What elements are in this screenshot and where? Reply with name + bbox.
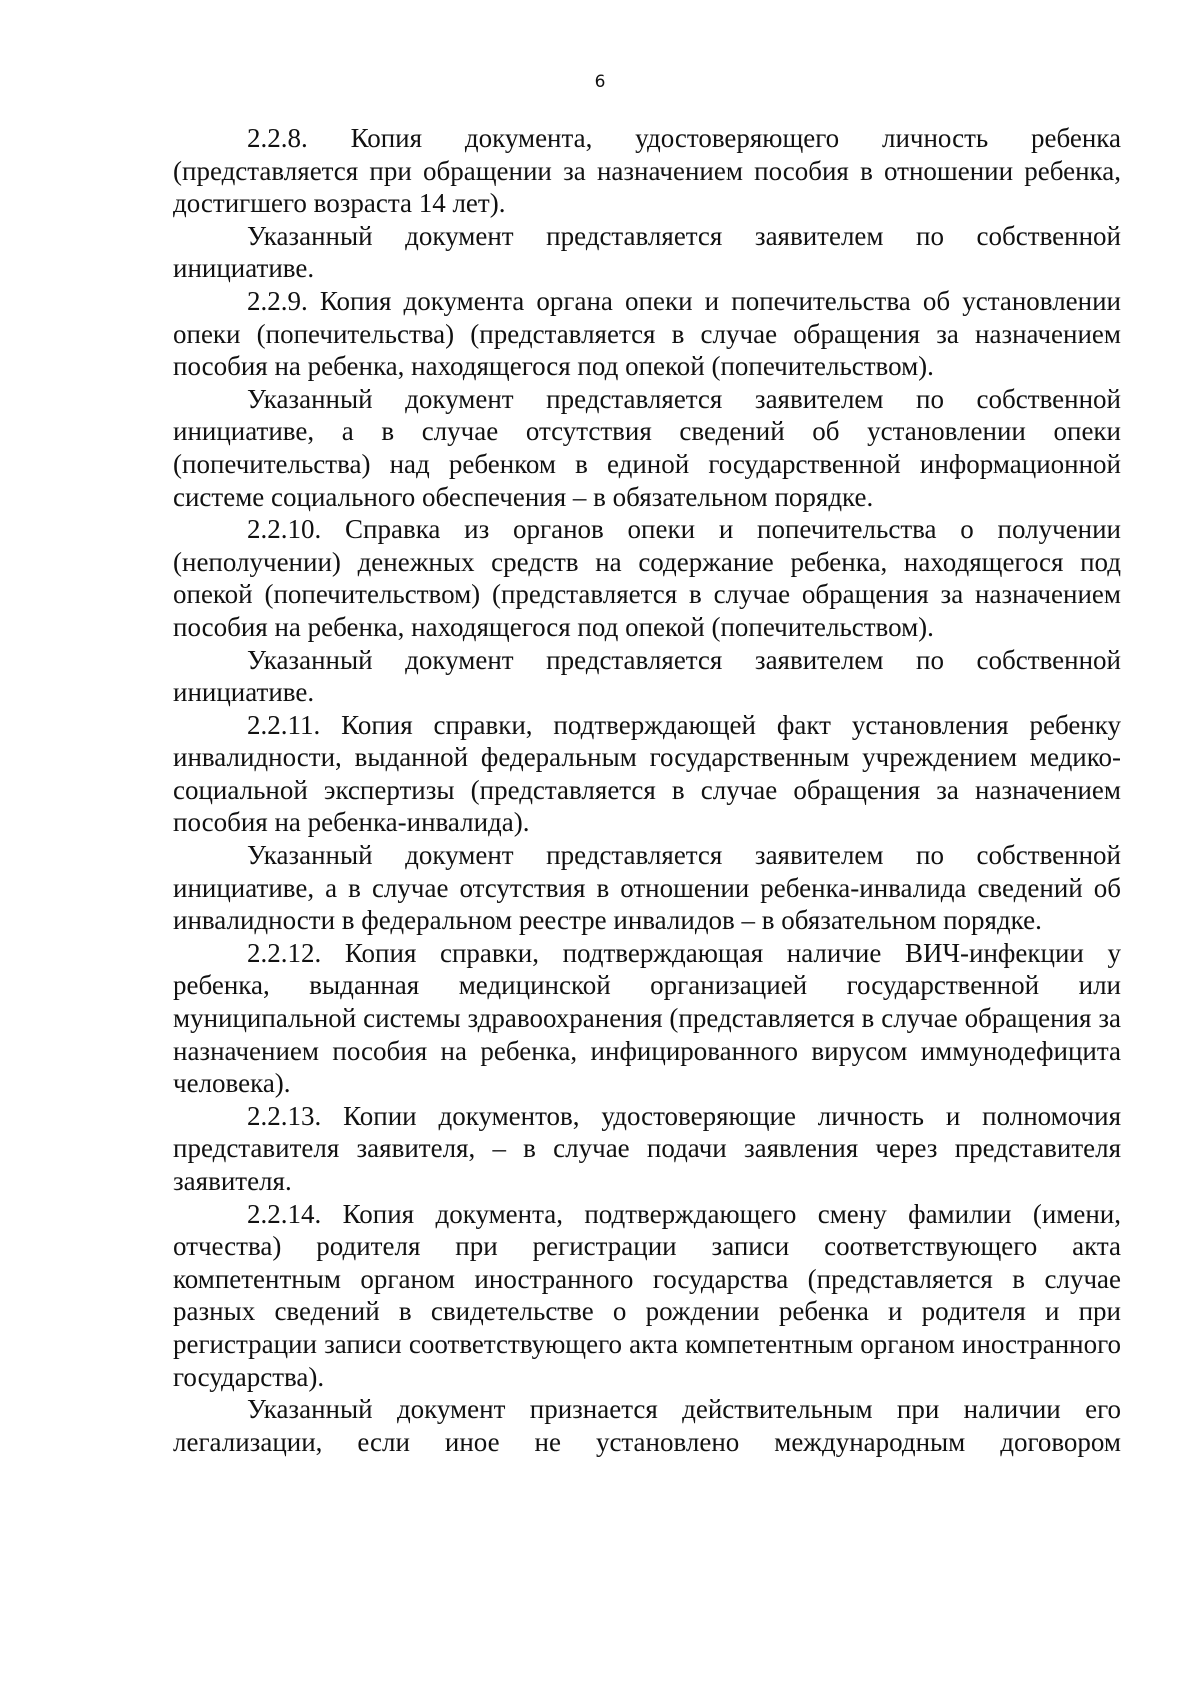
paragraph-2-2-9: 2.2.9. Копия документа органа опеки и попечительства об установлении опеки (попечительства) (представляется в случае обращения за назначением пособия на ребенка, находящегося под опекой (попечительством). (173, 285, 1121, 382)
paragraph-2-2-13: 2.2.13. Копии документов, удостоверяющие личность и полномочия представителя заявителя, – в случае подачи заявления через представителя заявителя. (173, 1100, 1121, 1196)
paragraph-2-2-8: 2.2.8. Копия документа, удостоверяющего личность ребенка (представляется при обращении за назначением пособия в отношении ребенка, достигшего возраста 14 лет). (173, 123, 1121, 219)
paragraph-note-2-2-9: Указанный документ представляется заявителем по собственной инициативе, а в случае отсутствия сведений об установлении опеки (попечительства) над ребенком в единой государственной информационной системе социального обеспечения – в обязательном порядке. (173, 383, 1121, 512)
paragraph-note-2-2-14: Указанный документ признается действительным при наличии его легализации, если иное не установлено международным договором (173, 1394, 1121, 1457)
document-body (173, 122, 1121, 1458)
paragraph-2-2-10: 2.2.10. Справка из органов опеки и попечительства о получении (неполучении) денежных средств на содержание ребенка, находящегося под опекой (попечительством) (представляется в случае обращения за назначением пособия на ребенка, находящегося под опекой (попечительством). (173, 514, 1121, 642)
paragraph-note-2-2-10: Указанный документ представляется заявителем по собственной инициативе. (173, 644, 1121, 708)
page-number: 6 (594, 72, 606, 92)
paragraph-2-2-12: 2.2.12. Копия справки, подтверждающая наличие ВИЧ-инфекции у ребенка, выданная медицинской организацией государственной или муниципальной системы здравоохранения (представляется в случае обращения за назначением пособия на ребенка, инфицированного вирусом иммунодефицита человека). (173, 937, 1121, 1099)
paragraph-2-2-11: 2.2.11. Копия справки, подтверждающей факт установления ребенку инвалидности, выданной федеральным государственным учреждением медико-социальной экспертизы (представляется в случае обращения за назначением пособия на ребенка-инвалида). (173, 709, 1121, 838)
paragraph-2-2-14: 2.2.14. Копия документа, подтверждающего смену фамилии (имени, отчества) родителя при регистрации записи соответствующего акта компетентным органом иностранного государства (представляется в случае разных сведений в свидетельстве о рождении ребенка и родителя и при регистрации записи соответствующего акта компетентным органом иностранного государства). (173, 1198, 1121, 1392)
paragraph-note-2-2-11: Указанный документ представляется заявителем по собственной инициативе, а в случае отсутствия в отношении ребенка-инвалида сведений об инвалидности в федеральном реестре инвалидов – в обязательном порядке. (173, 840, 1121, 936)
paragraph-note-2-2-8: Указанный документ представляется заявителем по собственной инициативе. (173, 220, 1121, 284)
